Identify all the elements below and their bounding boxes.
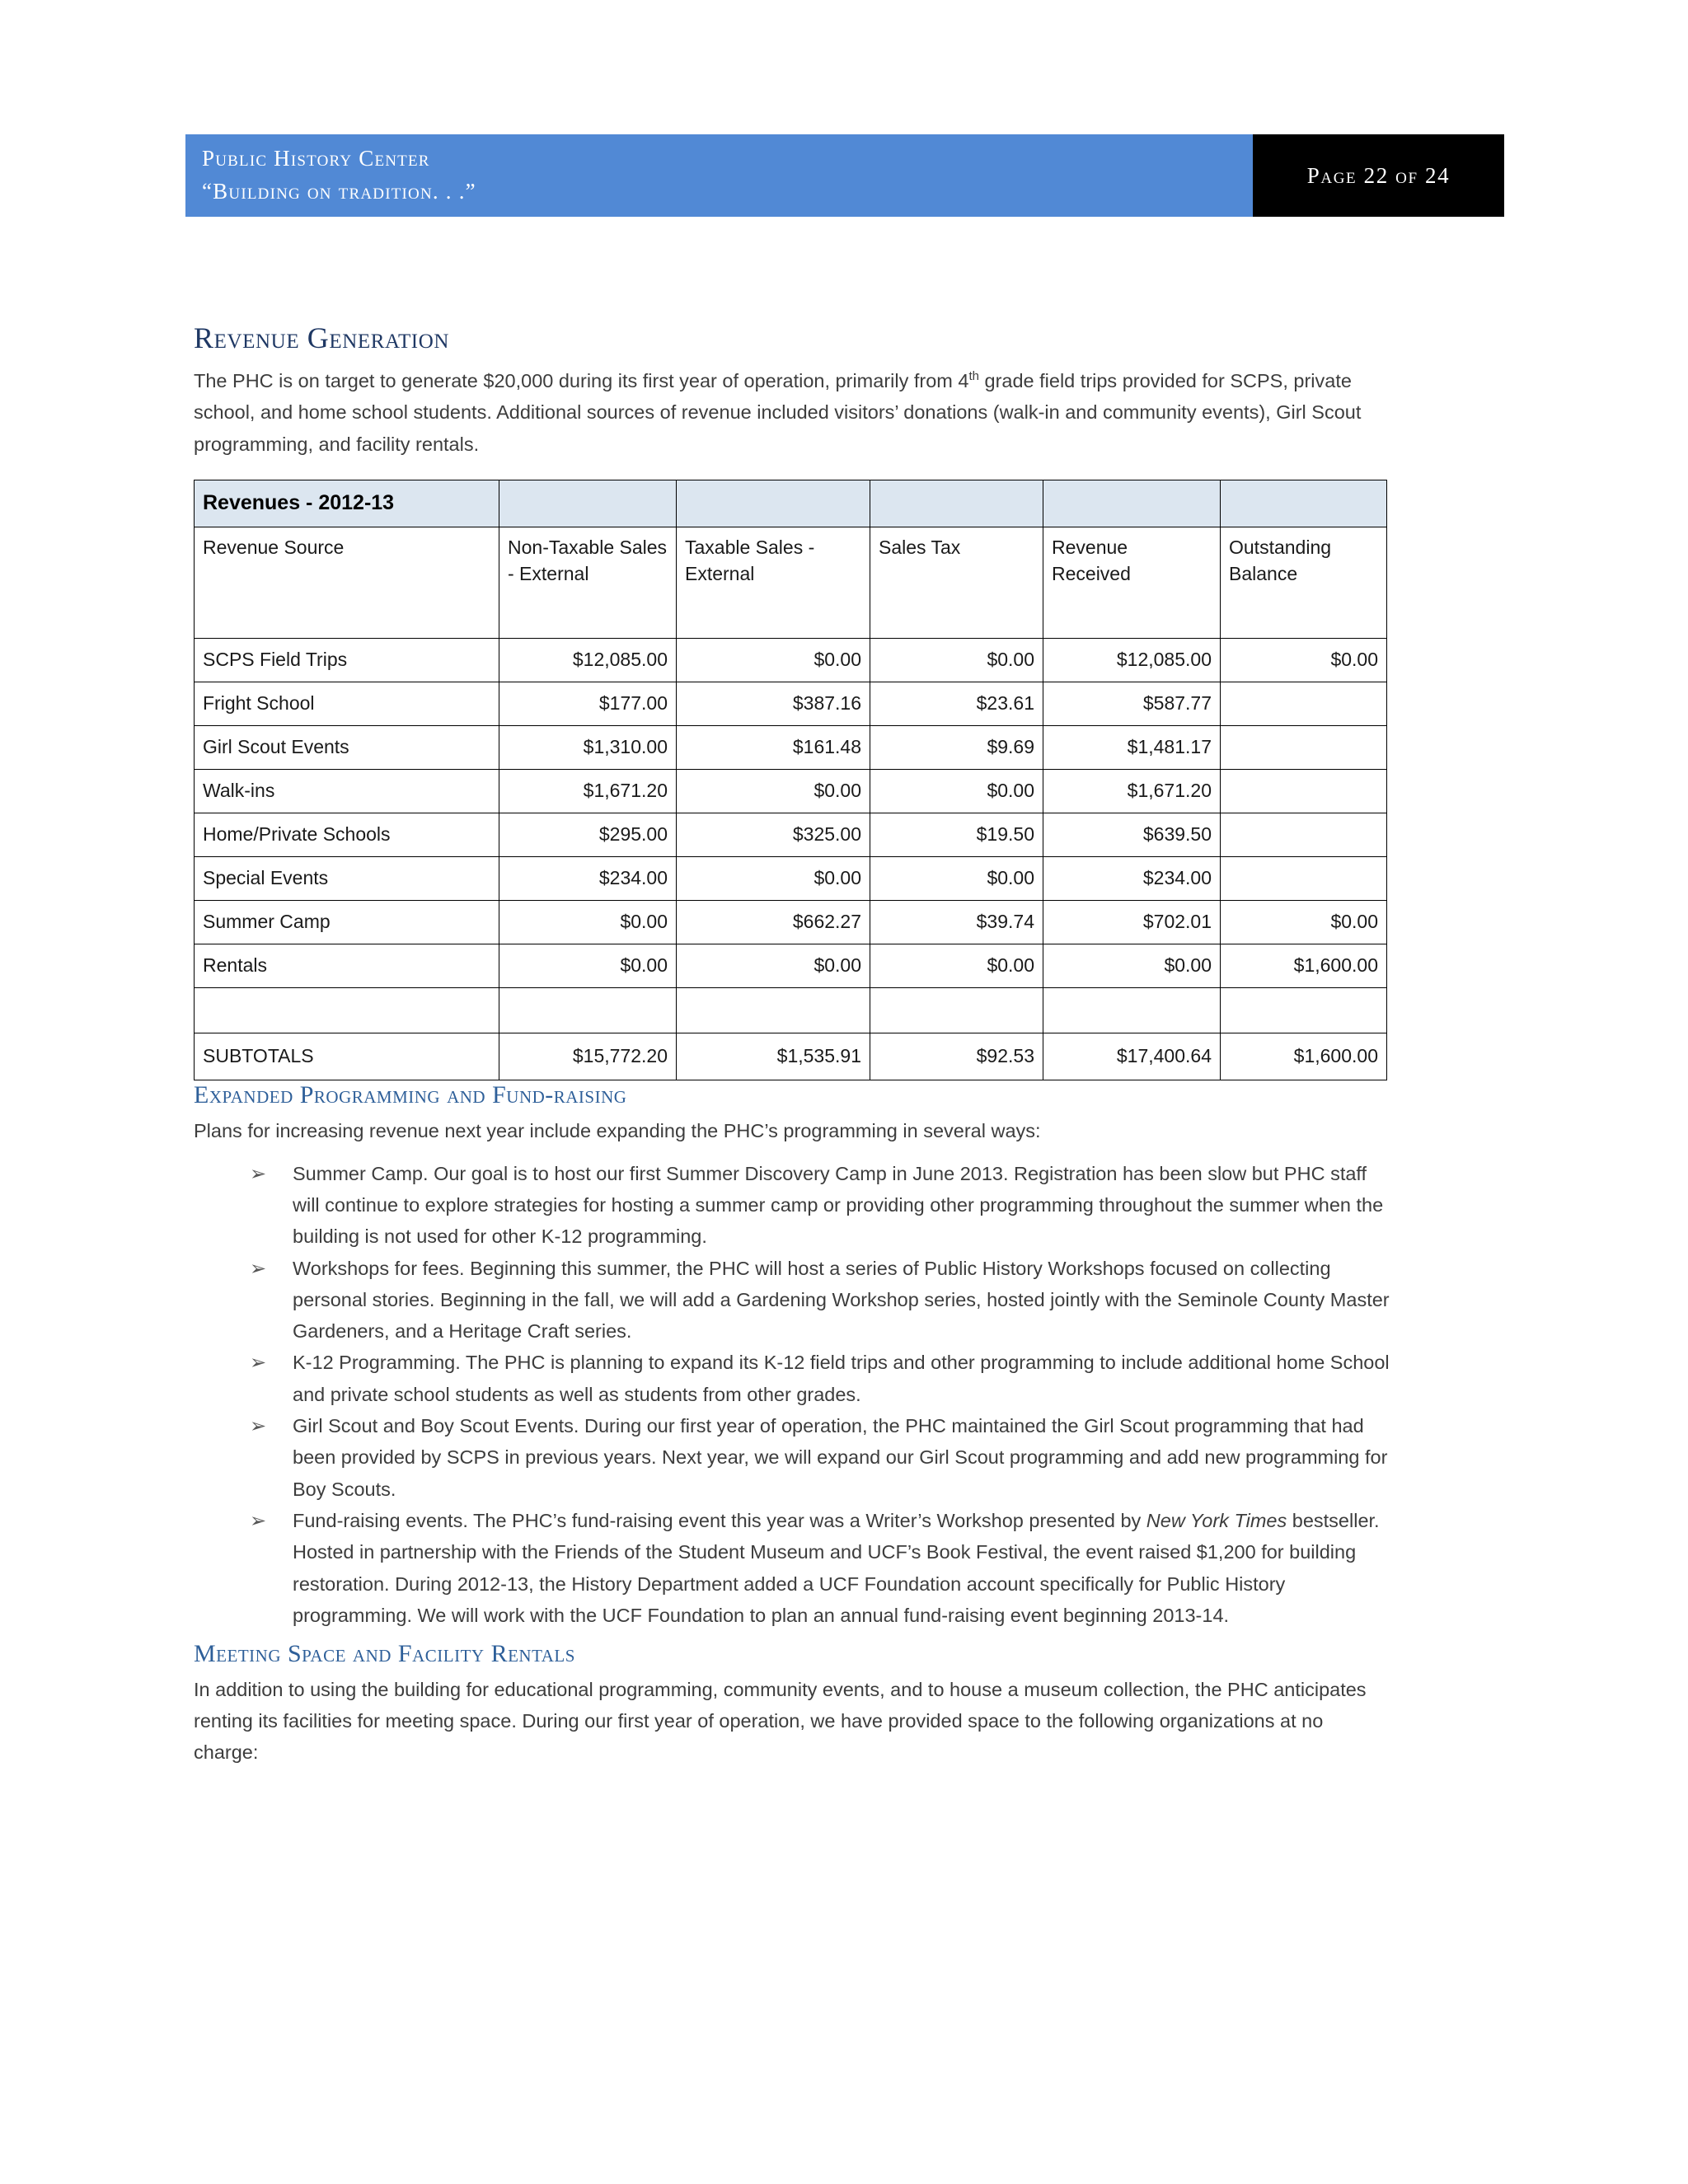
paragraph-revenue-intro-part2: grade field trips provided for SCPS, private school, and home school students. Additional sources of revenue included visitors’ donations (walk-in and community events), Girl Scout programming, and facility rentals. [194, 370, 1362, 455]
page-number-box [1253, 134, 1504, 217]
paragraph-meeting-space-intro: In addition to using the building for educational programming, community events, and to house a museum collection, the PHC anticipates renting its facilities for meeting space. During our first year of operation, we have provided space to the following organizations at no charge: [194, 1679, 1367, 1764]
table-row-blank [195, 987, 1387, 1033]
cell-taxable: $161.48 [677, 725, 870, 769]
cell-non-taxable [499, 987, 677, 1033]
list-item-italic-title: New York Times [1146, 1509, 1287, 1531]
table-row [195, 682, 1387, 725]
cell-received: $234.00 [1043, 856, 1221, 900]
ordinal-suffix: th [968, 369, 979, 384]
cell-sales-tax: $19.50 [870, 813, 1043, 856]
list-item-text-before-italic: Fund-raising events. The PHC’s fund-raising event this year was a Writer’s Workshop presented by [293, 1509, 1146, 1531]
document-content [194, 321, 1393, 1776]
header-org-title: Public History Center [202, 146, 430, 171]
table-row [195, 638, 1387, 682]
cell-taxable [677, 987, 870, 1033]
paragraph-revenue-intro [194, 365, 1393, 459]
list-item-text: Workshops for fees. Beginning this summer, the PHC will host a series of Public History Workshops focused on collecting personal stories. Beginning in the fall, we will add a Gardening Workshop series, hosted jointly with the Seminole County Master Gardeners, and a Heritage Craft series. [293, 1257, 1390, 1343]
table-title-spacer-3 [870, 480, 1043, 527]
cell-taxable: $0.00 [677, 638, 870, 682]
cell-source: Special Events [195, 856, 499, 900]
cell-source: Girl Scout Events [195, 725, 499, 769]
column-header-taxable-sales: Taxable Sales - External [677, 527, 870, 638]
cell-outstanding [1221, 725, 1387, 769]
cell-outstanding: $1,600.00 [1221, 944, 1387, 987]
header-org-tagline: “Building on tradition. . .” [202, 179, 476, 204]
cell-outstanding [1221, 813, 1387, 856]
page-header-banner [185, 134, 1504, 217]
table-title-cell: Revenues - 2012-13 [195, 480, 499, 527]
cell-non-taxable: $177.00 [499, 682, 677, 725]
cell-outstanding [1221, 987, 1387, 1033]
header-org-block [185, 134, 1253, 217]
cell-taxable: $325.00 [677, 813, 870, 856]
cell-taxable: $662.27 [677, 900, 870, 944]
cell-sales-tax: $39.74 [870, 900, 1043, 944]
list-item [194, 1347, 1393, 1410]
cell-sales-tax: $0.00 [870, 856, 1043, 900]
list-item-text: Summer Camp. Our goal is to host our first Summer Discovery Camp in June 2013. Registration has been slow but PHC staff will continue to explore strategies for hosting a summer camp or providing other programming throughout the summer when the building is not used for other K-12 programming. [293, 1162, 1384, 1248]
cell-source: Home/Private Schools [195, 813, 499, 856]
table-title-spacer-4 [1043, 480, 1221, 527]
revenue-table [194, 480, 1387, 1080]
table-row [195, 900, 1387, 944]
cell-outstanding: $0.00 [1221, 900, 1387, 944]
cell-received: $1,481.17 [1043, 725, 1221, 769]
cell-taxable: $0.00 [677, 944, 870, 987]
cell-taxable: $0.00 [677, 769, 870, 813]
cell-received: $1,671.20 [1043, 769, 1221, 813]
cell-non-taxable: $1,671.20 [499, 769, 677, 813]
cell-non-taxable: $0.00 [499, 900, 677, 944]
cell-source: Summer Camp [195, 900, 499, 944]
cell-received: $12,085.00 [1043, 638, 1221, 682]
column-header-non-taxable-sales: Non-Taxable Sales - External [499, 527, 677, 638]
column-header-outstanding-balance: Outstanding Balance [1221, 527, 1387, 638]
cell-source: Rentals [195, 944, 499, 987]
cell-taxable: $0.00 [677, 856, 870, 900]
cell-non-taxable: $0.00 [499, 944, 677, 987]
table-title-spacer-2 [677, 480, 870, 527]
cell-subtotal-received: $17,400.64 [1043, 1033, 1221, 1080]
cell-outstanding [1221, 682, 1387, 725]
cell-received: $587.77 [1043, 682, 1221, 725]
table-title-row [195, 480, 1387, 527]
cell-non-taxable: $1,310.00 [499, 725, 677, 769]
cell-source: Walk-ins [195, 769, 499, 813]
cell-outstanding [1221, 769, 1387, 813]
heading-meeting-space: Meeting Space and Facility Rentals [194, 1640, 575, 1668]
paragraph-expanded-intro: Plans for increasing revenue next year include expanding the PHC’s programming in several ways: [194, 1119, 1041, 1141]
cell-sales-tax: $23.61 [870, 682, 1043, 725]
table-subtotals-row [195, 1033, 1387, 1080]
cell-received: $702.01 [1043, 900, 1221, 944]
cell-subtotal-taxable: $1,535.91 [677, 1033, 870, 1080]
cell-received: $0.00 [1043, 944, 1221, 987]
column-header-revenue-source: Revenue Source [195, 527, 499, 638]
column-header-revenue-received: Revenue Received [1043, 527, 1221, 638]
list-item [194, 1505, 1393, 1631]
cell-non-taxable: $295.00 [499, 813, 677, 856]
cell-subtotal-label: SUBTOTALS [195, 1033, 499, 1080]
cell-source [195, 987, 499, 1033]
paragraph-revenue-intro-part1: The PHC is on target to generate $20,000 during its first year of operation, primarily from 4 [194, 370, 969, 392]
arrow-bullet-icon: ➢ [250, 1257, 267, 1280]
heading-expanded-programming: Expanded Programming and Fund-raising [194, 1080, 627, 1108]
revenue-table-wrapper [194, 480, 1393, 1080]
cell-received [1043, 987, 1221, 1033]
arrow-bullet-icon: ➢ [250, 1162, 267, 1185]
cell-sales-tax: $0.00 [870, 944, 1043, 987]
table-header-row [195, 527, 1387, 638]
column-header-sales-tax: Sales Tax [870, 527, 1043, 638]
table-row [195, 944, 1387, 987]
cell-non-taxable: $234.00 [499, 856, 677, 900]
cell-subtotal-non-taxable: $15,772.20 [499, 1033, 677, 1080]
list-item-text: Girl Scout and Boy Scout Events. During our first year of operation, the PHC maintained the Girl Scout programming that had been provided by SCPS in previous years. Next year, we will expand our Girl Scout programming and add new programming for Boy Scouts. [293, 1415, 1388, 1500]
cell-outstanding: $0.00 [1221, 638, 1387, 682]
table-title-spacer-5 [1221, 480, 1387, 527]
cell-subtotal-outstanding: $1,600.00 [1221, 1033, 1387, 1080]
cell-source: SCPS Field Trips [195, 638, 499, 682]
arrow-bullet-icon: ➢ [250, 1352, 267, 1375]
table-row [195, 856, 1387, 900]
list-item [194, 1158, 1393, 1253]
table-row [195, 769, 1387, 813]
heading-revenue-generation: Revenue Generation [194, 321, 450, 354]
table-title-spacer-1 [499, 480, 677, 527]
table-row [195, 725, 1387, 769]
cell-sales-tax [870, 987, 1043, 1033]
cell-received: $639.50 [1043, 813, 1221, 856]
list-item-text: K-12 Programming. The PHC is planning to expand its K-12 field trips and other programming to include additional home School and private school students as well as students from other grades. [293, 1352, 1390, 1405]
cell-outstanding [1221, 856, 1387, 900]
list-item [194, 1410, 1393, 1505]
cell-non-taxable: $12,085.00 [499, 638, 677, 682]
cell-taxable: $387.16 [677, 682, 870, 725]
cell-sales-tax: $0.00 [870, 769, 1043, 813]
list-item [194, 1253, 1393, 1347]
page-number-label: Page 22 of 24 [1306, 162, 1451, 188]
cell-sales-tax: $0.00 [870, 638, 1043, 682]
cell-source: Fright School [195, 682, 499, 725]
cell-sales-tax: $9.69 [870, 725, 1043, 769]
expanded-programming-list [194, 1158, 1393, 1631]
arrow-bullet-icon: ➢ [250, 1509, 267, 1532]
list-item-text-after-italic: bestseller. Hosted in partnership with the Friends of the Student Museum and UCF’s Book Festival, the event raised $1,200 for building restoration. During 2012-13, the History Department added a UCF Foundation account specifically for Public History programming. We will work with the UCF Foundation to plan an annual fund-raising event beginning 2013-14. [293, 1509, 1380, 1626]
cell-subtotal-sales-tax: $92.53 [870, 1033, 1043, 1080]
arrow-bullet-icon: ➢ [250, 1415, 267, 1438]
table-row [195, 813, 1387, 856]
